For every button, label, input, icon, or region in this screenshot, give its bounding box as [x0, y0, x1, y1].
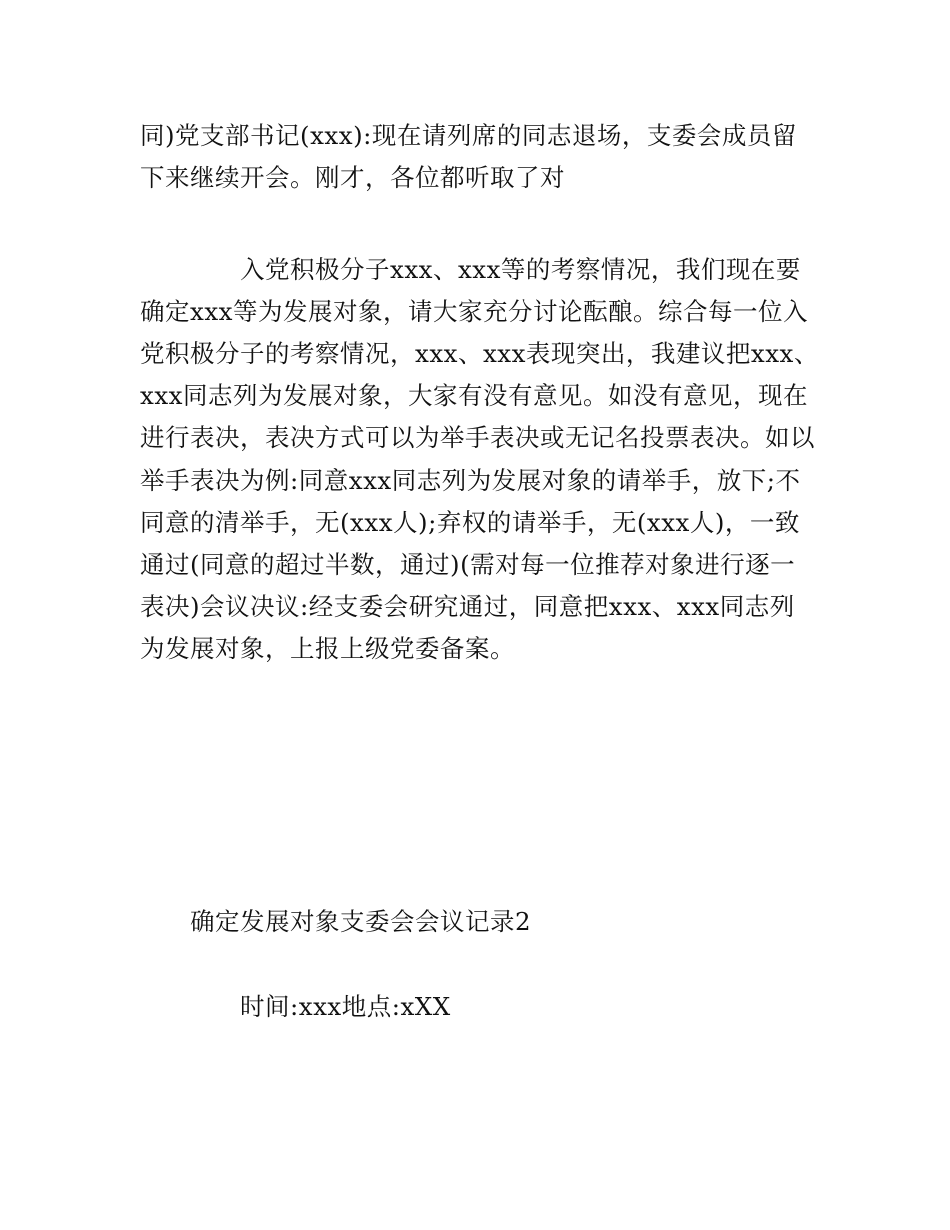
paragraph-2-line-7: 同意的清举手，无(xxx人);弃权的请举手，无(xxx人)，一致 [140, 508, 800, 537]
paragraph-2-line-8: 通过(同意的超过半数，通过)(需对每一位推荐对象进行逐一 [140, 550, 796, 579]
paragraph-2-line-10: 为发展对象，上报上级党委备案。 [140, 634, 515, 663]
paragraph-2-line-6: 举手表决为例:同意xxx同志列为发展对象的请举手，放下;不 [140, 466, 801, 495]
paragraph-2-line-5: 进行表决，表决方式可以为举手表决或无记名投票表决。如以 [140, 423, 815, 452]
paragraph-2-line-3: 党积极分子的考察情况，xxx、xxx表现突出，我建议把xxx、 [140, 339, 819, 368]
paragraph-2-line-1: 入党积极分子xxx、xxx等的考察情况，我们现在要 [240, 255, 801, 284]
paragraph-2-line-9: 表决)会议决议:经支委会研究通过，同意把xxx、xxx同志列 [140, 592, 795, 621]
paragraph-2-line-4: xxx同志列为发展对象，大家有没有意见。如没有意见，现在 [140, 381, 808, 410]
paragraph-1-line-2: 下来继续开会。刚才，各位都听取了对 [140, 163, 565, 192]
section-title: 确定发展对象支委会会议记录2 [190, 907, 532, 936]
paragraph-2-line-2: 确定xxx等为发展对象，请大家充分讨论酝酿。综合每一位入 [140, 297, 808, 326]
meta-time-location: 时间:xxx地点:xXX [240, 992, 451, 1021]
paragraph-1-line-1: 同)党支部书记(xxx):现在请列席的同志退场，支委会成员留 [140, 121, 797, 150]
